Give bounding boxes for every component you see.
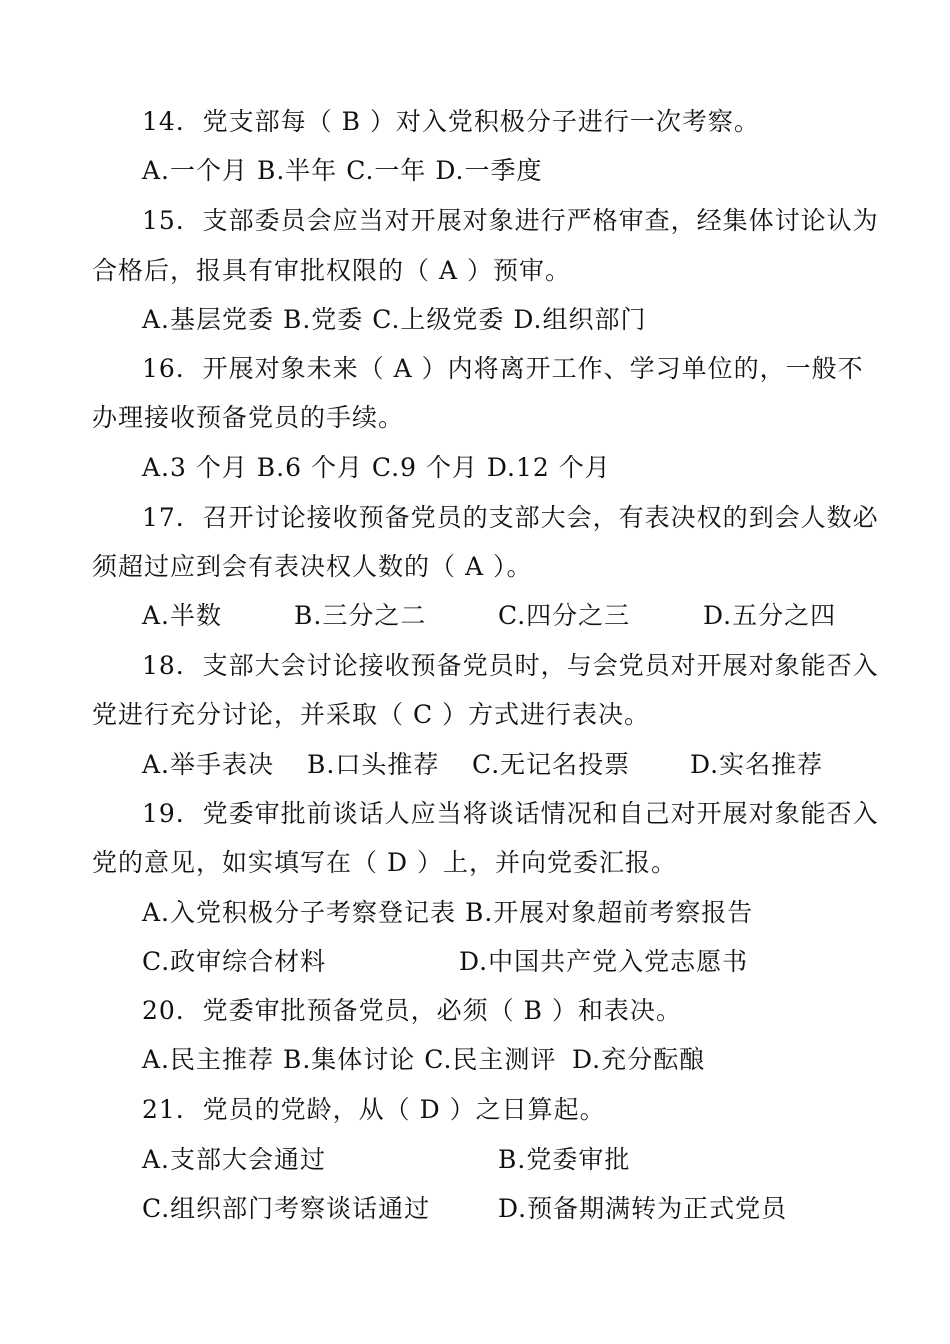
question-17-option-b: B.三分之二 xyxy=(294,601,427,630)
question-18-option-a: A.举手表决 xyxy=(142,750,275,779)
question-14-stem: 14. 党支部每（ B ）对入党积极分子进行一次考察。 xyxy=(142,107,760,136)
question-18-stem: 18. 支部大会讨论接收预备党员时，与会党员对开展对象能否入 xyxy=(142,651,879,680)
question-16-options: A.3 个月 B.6 个月 C.9 个月 D.12 个月 xyxy=(142,453,611,482)
question-21-option-a: A.支部大会通过 xyxy=(142,1145,327,1174)
question-15-options: A.基层党委 B.党委 C.上级党委 D.组织部门 xyxy=(142,305,647,334)
question-16-stem: 16. 开展对象未来（ A ）内将离开工作、学习单位的，一般不 xyxy=(142,354,864,383)
question-16-stem-cont: 办理接收预备党员的手续。 xyxy=(92,403,405,432)
question-17-option-c: C.四分之三 xyxy=(498,601,631,630)
question-18-option-d: D.实名推荐 xyxy=(690,750,824,779)
question-18-stem-cont: 党进行充分讨论，并采取（ C ）方式进行表决。 xyxy=(92,700,651,729)
question-18-option-c: C.无记名投票 xyxy=(472,750,631,779)
question-19-stem-cont: 党的意见，如实填写在（ D ）上，并向党委汇报。 xyxy=(92,848,677,877)
question-20-stem: 20. 党委审批预备党员，必须（ B ）和表决。 xyxy=(142,996,682,1025)
question-21-option-b: B.党委审批 xyxy=(498,1145,631,1174)
question-14-options: A.一个月 B.半年 C.一年 D.一季度 xyxy=(142,156,543,185)
question-19-option-c: C.政审综合材料 xyxy=(142,947,327,976)
question-21-option-d: D.预备期满转为正式党员 xyxy=(498,1194,788,1223)
question-15-stem: 15. 支部委员会应当对开展对象进行严格审查，经集体讨论认为 xyxy=(142,206,879,235)
question-17-option-d: D.五分之四 xyxy=(703,601,837,630)
question-19-option-d: D.中国共产党入党志愿书 xyxy=(459,947,749,976)
question-19-options-ab: A.入党积极分子考察登记表 B.开展对象超前考察报告 xyxy=(142,898,754,927)
question-21-stem: 21. 党员的党龄，从（ D ）之日算起。 xyxy=(142,1095,606,1124)
question-20-option-d: D.充分酝酿 xyxy=(572,1045,706,1074)
question-21-option-c: C.组织部门考察谈话通过 xyxy=(142,1194,431,1223)
question-19-stem: 19. 党委审批前谈话人应当将谈话情况和自己对开展对象能否入 xyxy=(142,799,879,828)
question-17-option-a: A.半数 xyxy=(142,601,223,630)
question-18-option-b: B.口头推荐 xyxy=(307,750,440,779)
question-15-stem-cont: 合格后，报具有审批权限的（ A ）预审。 xyxy=(92,256,571,285)
question-17-stem-cont: 须超过应到会有表决权人数的（ A ）。 xyxy=(92,552,533,581)
question-17-stem: 17. 召开讨论接收预备党员的支部大会，有表决权的到会人数必 xyxy=(142,503,879,532)
question-20-options-abc: A.民主推荐 B.集体讨论 C.民主测评 xyxy=(142,1045,557,1074)
